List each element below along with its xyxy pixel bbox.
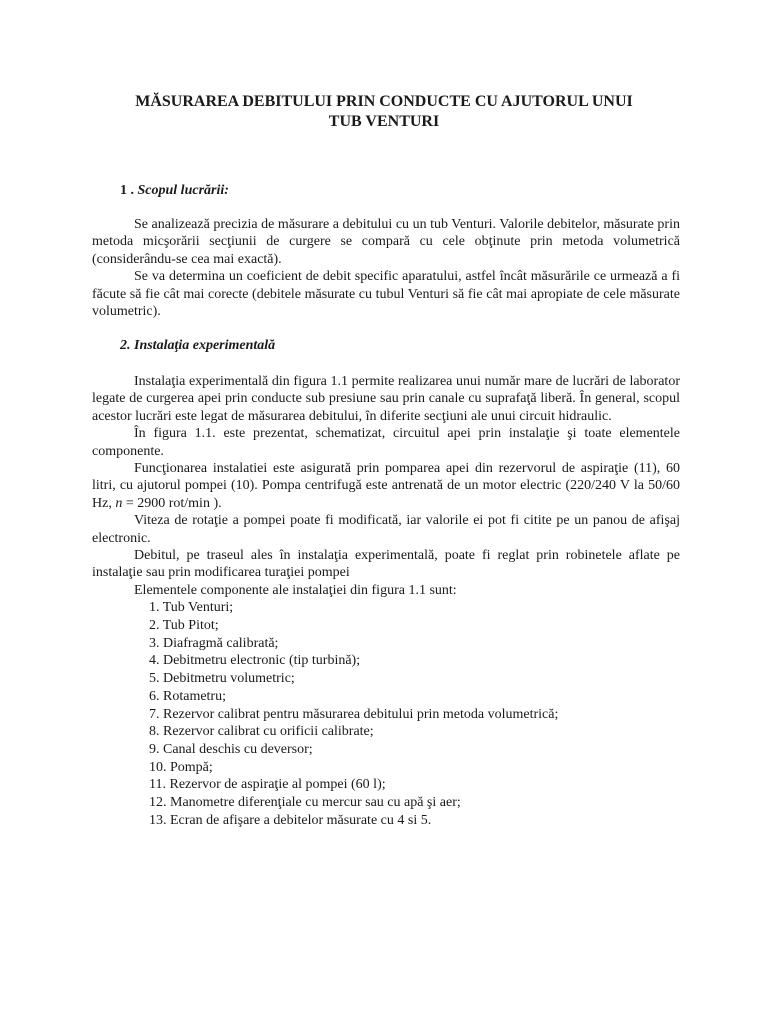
section-2-body xyxy=(92,373,680,829)
list-item: 4. Debitmetru electronic (tip turbină); xyxy=(149,653,361,669)
document-title xyxy=(0,92,768,132)
section-1-heading xyxy=(120,182,229,199)
section-1-body xyxy=(92,216,680,320)
list-item: 7. Rezervor calibrat pentru măsurarea debitului prin metoda volumetrică; xyxy=(149,706,559,722)
list-item: 8. Rezervor calibrat cu orificii calibrate; xyxy=(149,724,374,740)
section-2-paragraph-1: Instalaţia experimentală din figura 1.1 permite realizarea unui număr mare de lucrări de laborator legate de curgerea apei prin conducte sub presiune sau prin canale cu suprafaţă liberă. În general, scopul acestor lucrări este legat de măsurarea debitului, în diferite secţiuni ale unui circuit hidraulic. xyxy=(92,374,680,424)
list-item: 5. Debitmetru volumetric; xyxy=(149,671,295,687)
title-line-2: TUB VENTURI xyxy=(328,113,440,130)
pump-paragraph-text: Funcţionarea instalatiei este asigurată prin pomparea apei din rezervorul de aspiraţie (11), 60 litri, cu ajutorul pompei (10). Pompa centrifugă este antrenată de un motor electric (220/240 V la 50/60 Hz, xyxy=(92,461,680,511)
rotation-speed-symbol: n xyxy=(115,495,123,511)
list-item: 1. Tub Venturi; xyxy=(149,600,234,616)
section-2-paragraph-2: În figura 1.1. este prezentat, schematizat, circuitul apei prin instalaţie şi toate elementele componente. xyxy=(92,426,680,459)
section-1-number: 1 . xyxy=(120,183,138,198)
list-item: 12. Manometre diferenţiale cu mercur sau cu apă şi aer; xyxy=(149,795,461,811)
title-line-1: MĂSURAREA DEBITULUI PRIN CONDUCTE CU AJUTORUL UNUI xyxy=(135,93,633,110)
list-item: 9. Canal deschis cu deversor; xyxy=(149,741,313,757)
list-item: 10. Pompă; xyxy=(149,759,213,775)
pump-paragraph-speed: = 2900 rot/min ). xyxy=(122,495,222,511)
section-1-heading-text: Scopul lucrării: xyxy=(137,183,229,198)
section-2-heading: 2. Instalaţia experimentală xyxy=(120,338,276,353)
section-2-paragraph-speed: Viteza de rotaţie a pompei poate fi modificată, iar valorile ei pot fi citite pe un panou de afişaj electronic. xyxy=(92,513,680,546)
list-item: 11. Rezervor de aspiraţie al pompei (60 l); xyxy=(149,777,386,793)
section-2-paragraph-flow: Debitul, pe traseul ales în instalaţia experimentală, poate fi reglat prin robinetele aflate pe instalaţie sau prin modificarea turaţiei pompei xyxy=(92,548,680,581)
list-item: 2. Tub Pitot; xyxy=(149,617,219,633)
list-item: 3. Diafragmă calibrată; xyxy=(149,635,279,651)
list-item: 6. Rotametru; xyxy=(149,688,226,704)
section-1-paragraph-2: Se va determina un coeficient de debit specific aparatului, astfel încât măsurările ce urmează a fi făcute să fie cât mai corecte (debitele măsurate cu tubul Venturi să fie cât mai apropiate de cele măsurate volumetric). xyxy=(92,269,680,320)
section-2-paragraph-pump xyxy=(92,460,680,512)
components-list xyxy=(92,599,680,829)
list-item: 13. Ecran de afişare a debitelor măsurate cu 4 si 5. xyxy=(149,812,432,828)
section-1-paragraph-1: Se analizează precizia de măsurare a debitului cu un tub Venturi. Valorile debitelor, măsurate prin metoda micşorării secţiunii de curgere se compară cu cele obţinute prin metoda volumetrică (considerându-se cea mai exactă). xyxy=(92,217,680,267)
section-2-paragraph-components-intro: Elementele componente ale instalaţiei din figura 1.1 sunt: xyxy=(134,582,457,598)
